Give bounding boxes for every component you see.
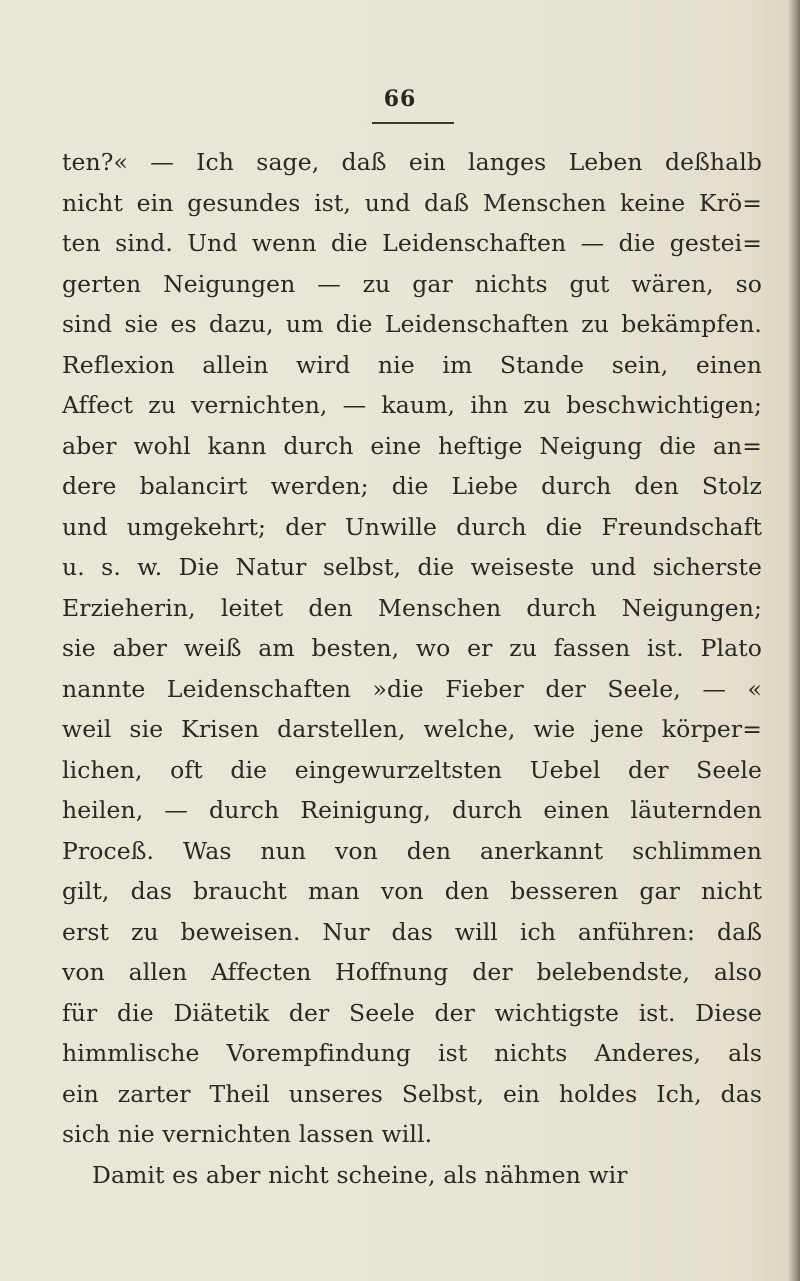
text-line: ein zarter Theil unseres Selbst, ein holdes Ich, das (62, 1079, 762, 1108)
header-rule (372, 122, 454, 124)
text-line: Erzieherin, leitet den Menschen durch Neigungen; (62, 593, 762, 622)
text-line: aber wohl kann durch eine heftige Neigung die an= (62, 431, 762, 460)
text-line: und umgekehrt; der Unwille durch die Freundschaft (62, 512, 762, 541)
page-header (0, 86, 800, 112)
text-line: von allen Affecten Hoffnung der belebendste, also (62, 958, 762, 986)
text-line: für die Diätetik der Seele der wichtigste ist. Diese (62, 998, 762, 1027)
text-line: gilt, das braucht man von den besseren gar nicht (62, 877, 762, 905)
text-line: dere balancirt werden; die Liebe durch den Stolz (62, 472, 762, 500)
text-line: Damit es aber nicht scheine, als nähmen wir (92, 1160, 628, 1189)
text-line: Affect zu vernichten, — kaum, ihn zu beschwichtigen; (62, 391, 762, 419)
text-line: weil sie Krisen darstellen, welche, wie jene körper= (62, 715, 762, 743)
text-line: sie aber weiß am besten, wo er zu fassen ist. Plato (62, 634, 762, 662)
text-line: sind sie es dazu, um die Leidenschaften zu bekämpfen. (62, 310, 762, 338)
text-line: ten?« — Ich sage, daß ein langes Leben deßhalb (62, 148, 762, 176)
body-text (62, 142, 762, 1195)
text-line: himmlische Vorempfindung ist nichts Anderes, als (62, 1039, 762, 1067)
page-number: 66 (383, 86, 417, 112)
text-line: u. s. w. Die Natur selbst, die weiseste und sicherste (62, 553, 762, 581)
text-line: gerten Neigungen — zu gar nichts gut wären, so (62, 269, 762, 298)
text-line: Reflexion allein wird nie im Stande sein, einen (62, 350, 762, 379)
text-line: lichen, oft die eingewurzeltsten Uebel der Seele (62, 755, 762, 784)
text-line: ten sind. Und wenn die Leidenschaften — die gestei= (62, 229, 762, 257)
text-line: sich nie vernichten lassen will. (62, 1120, 433, 1148)
text-line: erst zu beweisen. Nur das will ich anführen: daß (62, 917, 762, 946)
text-line: heilen, — durch Reinigung, durch einen läuternden (62, 796, 762, 824)
text-line: nicht ein gesundes ist, und daß Menschen keine Krö= (62, 188, 762, 217)
text-line: Proceß. Was nun von den anerkannt schlimmen (62, 836, 762, 865)
text-line: nannte Leidenschaften »die Fieber der Seele, — « (62, 674, 762, 703)
page-edge-shadow (788, 0, 800, 1281)
